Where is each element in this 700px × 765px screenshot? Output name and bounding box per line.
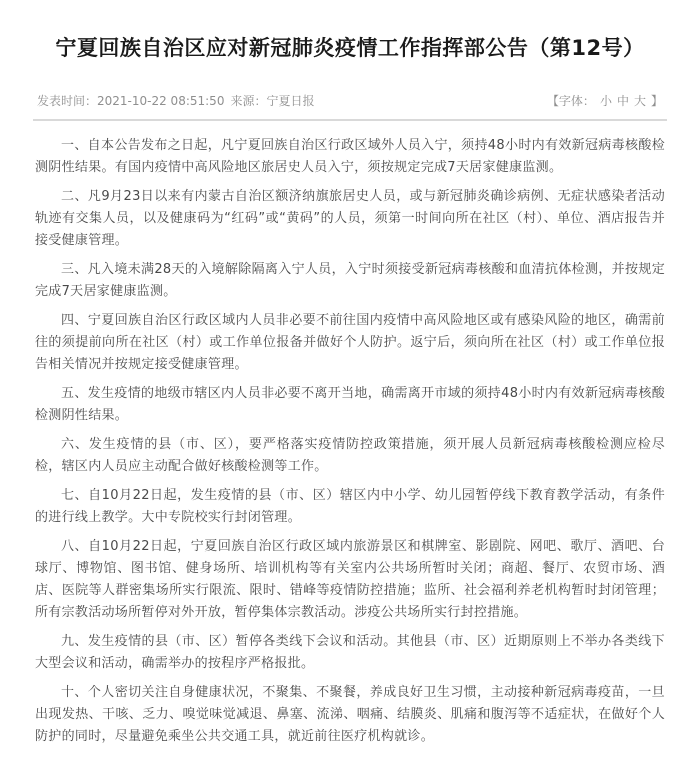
font-size-selector bbox=[547, 92, 663, 109]
paragraph-10: 十、个人密切关注自身健康状况，不聚集、不聚餐，养成良好卫生习惯，主动接种新冠病毒疫苗，一旦出现发热、干咳、乏力、嗅觉味觉减退、鼻塞、流涕、咽痛、结膜炎、肌痛和腹泻等不适症状，在做好个人防护的同时，尽量避免乘坐公共交通工具，就近前往医疗机构就诊。 bbox=[35, 685, 665, 745]
meta-info bbox=[37, 92, 314, 109]
paragraph-6: 六、发生疫情的县（市、区），要严格落实疫情防控政策措施，须开展人员新冠病毒核酸检测应检尽检，辖区内人员应主动配合做好核酸检测等工作。 bbox=[35, 437, 665, 475]
paragraph-1: 一、自本公告发布之日起，凡宁夏回族自治区行政区域外人员入宁，须持48小时内有效新冠病毒核酸检测阴性结果。有国内疫情中高风险地区旅居史人员入宁，须按规定完成7天居家健康监测。 bbox=[35, 138, 665, 176]
paragraph-2: 二、凡9月23日以来有内蒙古自治区额济纳旗旅居史人员，或与新冠肺炎确诊病例、无症状感染者活动轨迹有交集人员，以及健康码为“红码”或“黄码”的人员，须第一时间向所在社区（村）、单位、酒店报告并接受健康管理。 bbox=[35, 189, 665, 249]
font-option-medium[interactable]: 中 bbox=[616, 94, 629, 109]
source: 来源：宁夏日报 bbox=[230, 94, 315, 109]
font-option-large[interactable]: 大 bbox=[633, 94, 646, 109]
paragraph-3: 三、凡入境未满28天的入境解除隔离入宁人员，入宁时须接受新冠病毒核酸和血清抗体检测，并按规定完成7天居家健康监测。 bbox=[35, 262, 665, 300]
announcement-body bbox=[33, 121, 667, 765]
font-selector-prefix: 【字体： bbox=[546, 94, 595, 109]
paragraph-8: 八、自10月22日起，宁夏回族自治区行政区域内旅游景区和棋牌室、影剧院、网吧、歌厅、酒吧、台球厅、博物馆、图书馆、健身场所、培训机构等有关室内公共场所暂时关闭；商超、餐厅、农贸市场、酒店、医院等人群密集场所实行限流、限时、错峰等疫情防控措施；监所、社会福利养老机构暂时封闭管理；所有宗教活动场所暂停对外开放，暂停集体宗教活动。涉疫公共场所实行封控措施。 bbox=[35, 539, 665, 621]
font-option-small[interactable]: 小 bbox=[599, 94, 612, 109]
paragraph-7: 七、自10月22日起，发生疫情的县（市、区）辖区内中小学、幼儿园暂停线下教育教学活动，有条件的进行线上教学。大中专院校实行封闭管理。 bbox=[35, 488, 665, 526]
meta-bar bbox=[33, 88, 667, 121]
paragraph-4: 四、宁夏回族自治区行政区域内人员非必要不前往国内疫情中高风险地区或有感染风险的地区，确需前往的须提前向所在社区（村）或工作单位报备并做好个人防护。返宁后，须向所在社区（村）或工作单位报告相关情况并按规定接受健康管理。 bbox=[35, 313, 665, 373]
paragraph-9: 九、发生疫情的县（市、区）暂停各类线下会议和活动。其他县（市、区）近期原则上不举办各类线下大型会议和活动，确需举办的按程序严格报批。 bbox=[35, 634, 665, 672]
font-selector-suffix: 】 bbox=[650, 94, 663, 109]
paragraph-5: 五、发生疫情的地级市辖区内人员非必要不离开当地，确需离开市域的须持48小时内有效新冠病毒核酸检测阴性结果。 bbox=[35, 386, 665, 424]
page-title: 宁夏回族自治区应对新冠肺炎疫情工作指挥部公告（第12号） bbox=[55, 36, 645, 61]
announcement-page bbox=[0, 14, 700, 765]
publish-time: 发表时间：2021-10-22 08:51:50 bbox=[37, 94, 225, 109]
